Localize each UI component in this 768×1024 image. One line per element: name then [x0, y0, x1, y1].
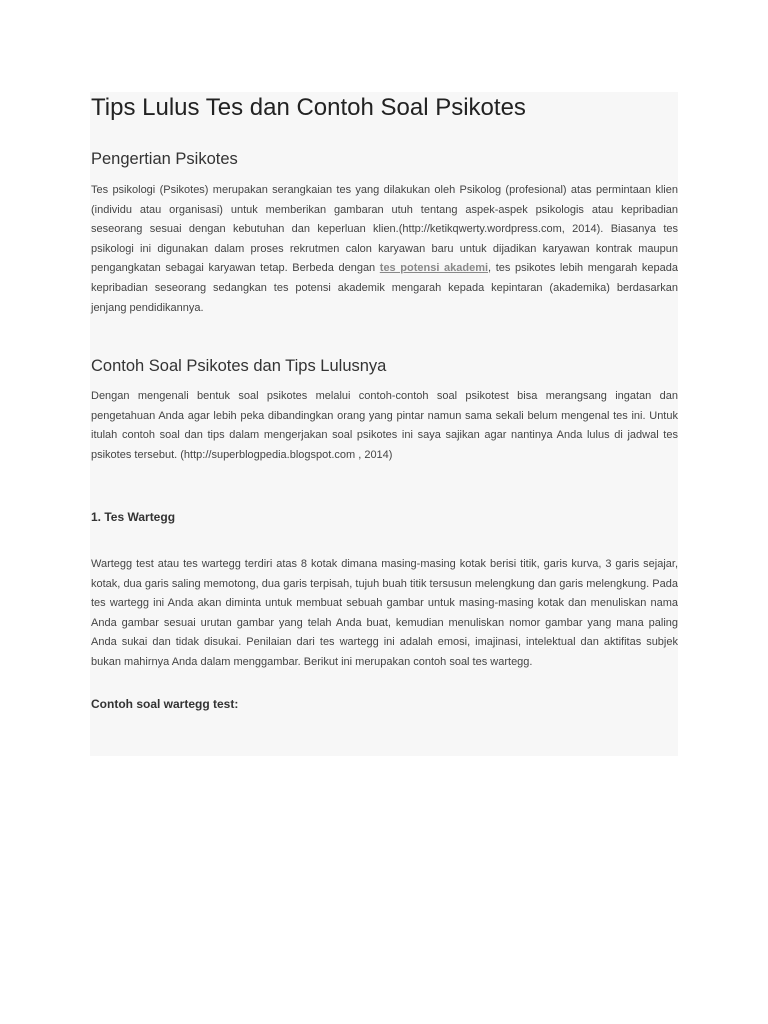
- paragraph-contoh-soal: Dengan mengenali bentuk soal psikotes melalui contoh-contoh soal psikotest bisa merangsang ingatan dan pengetahuan Anda agar lebih peka dibandingkan orang yang pintar namun sama sekali belum mengenal tes ini. Untuk itulah contoh soal dan tips dalam mengerjakan soal psikotes ini saya sajikan agar nantinya Anda lulus di jadwal tes psikotes tersebut. (http://superblogpedia.blogspot.com , 2014): [91, 390, 678, 461]
- subheading-contoh-soal-wartegg: Contoh soal wartegg test:: [91, 697, 239, 711]
- paragraph-text-before-link: Tes psikologi (Psikotes) merupakan serangkaian tes yang dilakukan oleh Psikolog (profesional) atas permintaan klien (individu atau organisasi) untuk memberikan gambaran utuh tentang aspek-aspek psikologis atau kepribadian seseorang sesuai dengan kebutuhan dan keperluan klien.(http://ketikqwerty.wordpress.com, 2014). Biasanya tes psikologi ini digunakan dalam proses rekrutmen calon karyawan baru untuk dijadikan karyawan kontrak maupun pengangkatan sebagai karyawan tetap. Berbeda dengan: [91, 184, 678, 275]
- article-title: Tips Lulus Tes dan Contoh Soal Psikotes: [91, 94, 526, 121]
- paragraph-pengertian: [91, 181, 678, 318]
- section-heading-contoh-soal: Contoh Soal Psikotes dan Tips Lulusnya: [91, 357, 387, 375]
- tes-potensi-akademi-link[interactable]: tes potensi akademi: [379, 262, 489, 275]
- paragraph-text-after-link: , tes psikotes lebih mengarah kepada kepribadian seseorang sedangkan tes potensi akademik mengarah kepada kepintaran (akademika) berdasarkan jenjang pendidikannya.: [91, 262, 678, 314]
- section-heading-pengertian: Pengertian Psikotes: [91, 150, 238, 168]
- section-heading-tes-wartegg: 1. Tes Wartegg: [91, 510, 176, 524]
- paragraph-tes-wartegg: Wartegg test atau tes wartegg terdiri atas 8 kotak dimana masing-masing kotak berisi titik, garis kurva, 3 garis sejajar, kotak, dua garis saling memotong, dua garis terpisah, tujuh buah titik tersusun melengkung dan garis melengkung. Pada tes wartegg ini Anda akan diminta untuk membuat sebuah gambar untuk masing-masing kotak dan menuliskan nama Anda gambar sesuai urutan gambar yang telah Anda buat, kemudian menuliskan nomor gambar yang mana paling Anda sukai dan tidak disukai. Penilaian dari tes wartegg ini adalah emosi, imajinasi, intelektual dan aktifitas subjek bukan mahirnya Anda dalam menggambar. Berikut ini merupakan contoh soal tes wartegg.: [91, 558, 678, 668]
